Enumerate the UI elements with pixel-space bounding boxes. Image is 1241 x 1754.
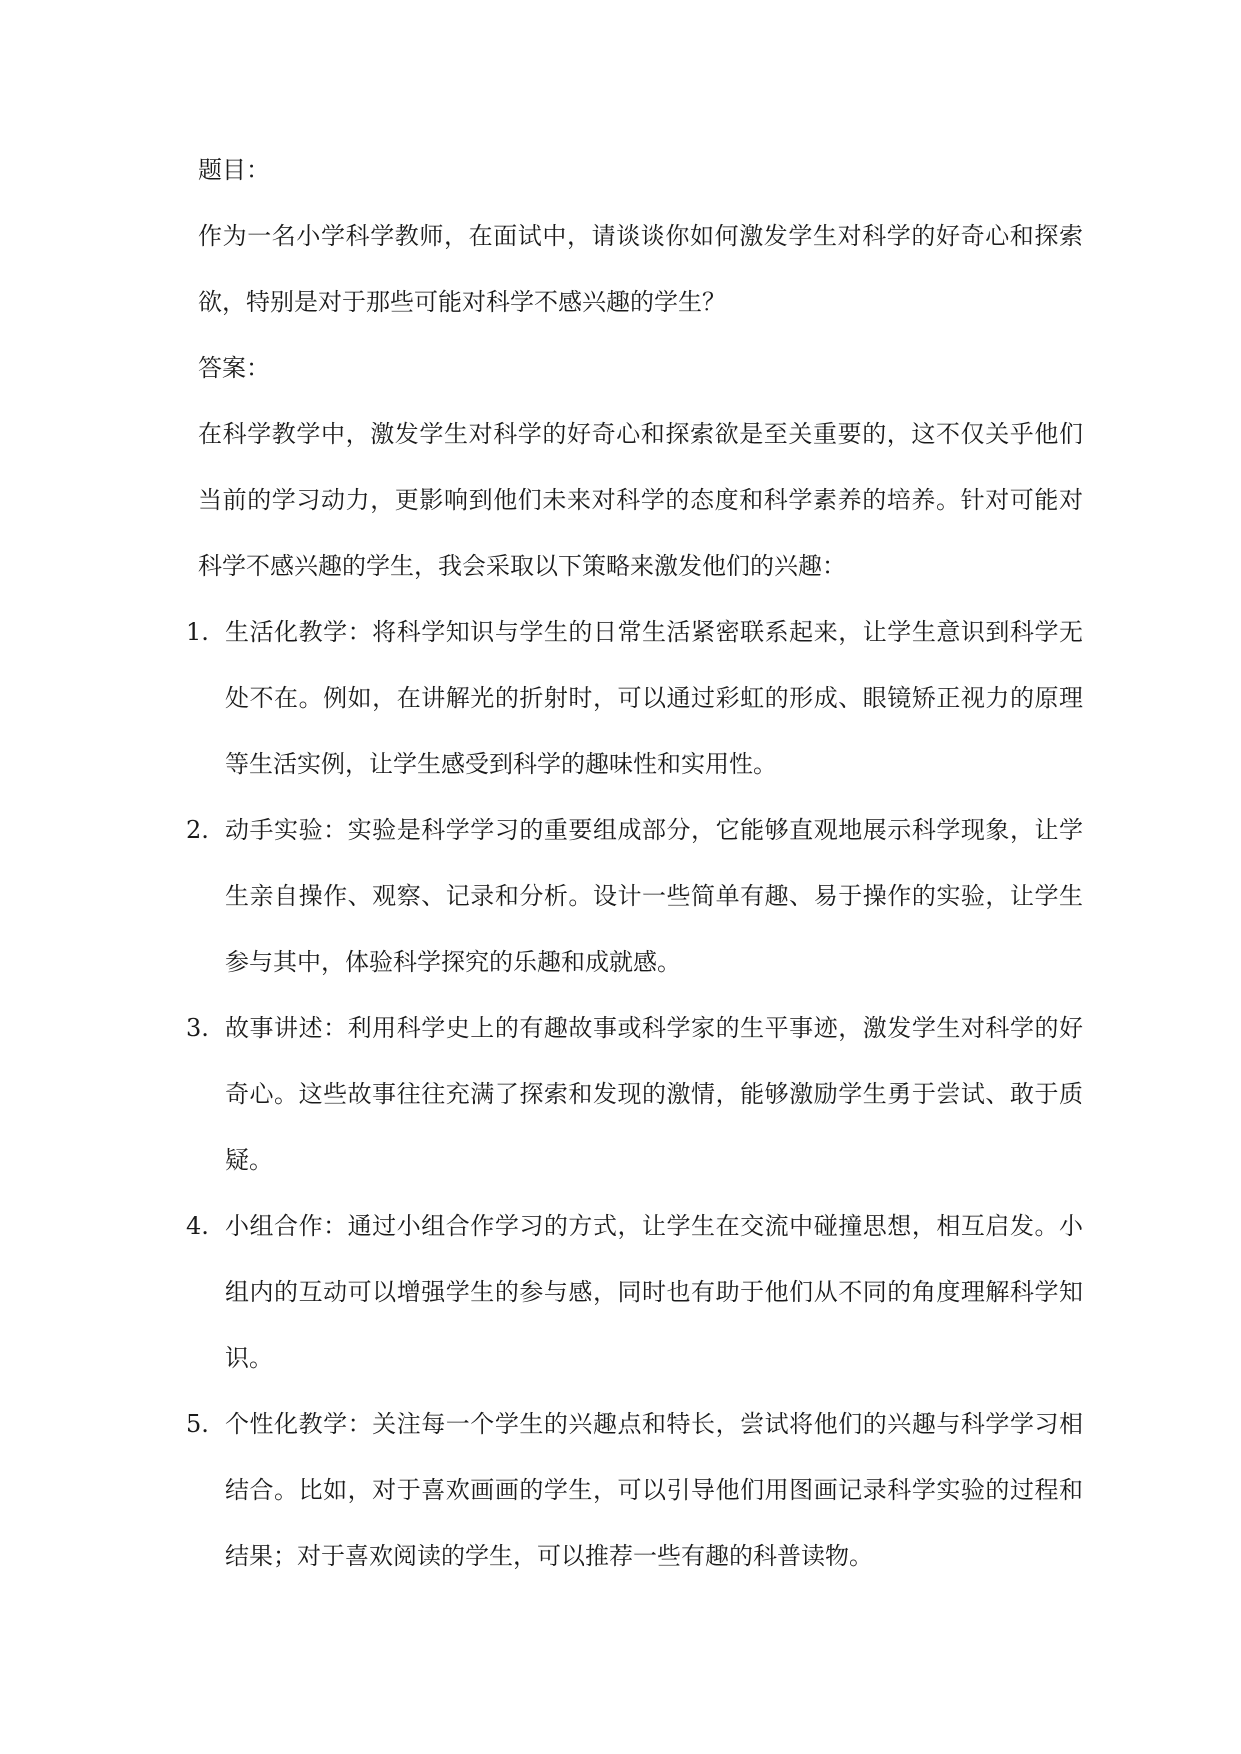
list-item-number: 4. (186, 1212, 209, 1240)
list-item-text: 小组合作：通过小组合作学习的方式，让学生在交流中碰撞思想，相互启发。小组内的互动可以增强学生的参与感，同时也有助于他们从不同的角度理解科学知识。 (225, 1212, 1083, 1372)
list-item-number: 3. (186, 1014, 209, 1042)
list-item (186, 599, 1083, 797)
list-item-text: 动手实验：实验是科学学习的重要组成部分，它能够直观地展示科学现象，让学生亲自操作、观察、记录和分析。设计一些简单有趣、易于操作的实验，让学生参与其中，体验科学探究的乐趣和成就感。 (225, 816, 1083, 976)
answer-label: 答案： (198, 354, 270, 382)
question-label: 题目： (198, 156, 270, 184)
list-item-number: 1. (186, 618, 209, 646)
list-item-number: 2. (186, 816, 209, 844)
document-body (186, 137, 1083, 1589)
list-item-text: 个性化教学：关注每一个学生的兴趣点和特长，尝试将他们的兴趣与科学学习相结合。比如，对于喜欢画画的学生，可以引导他们用图画记录科学实验的过程和结果；对于喜欢阅读的学生，可以推荐一些有趣的科普读物。 (225, 1410, 1083, 1570)
answer-intro: 在科学教学中，激发学生对科学的好奇心和探索欲是至关重要的，这不仅关乎他们当前的学习动力，更影响到他们未来对科学的态度和科学素养的培养。针对可能对科学不感兴趣的学生，我会采取以下策略来激发他们的兴趣： (198, 420, 1083, 580)
strategy-list (186, 599, 1083, 1589)
list-item (186, 1391, 1083, 1589)
list-item-number: 5. (186, 1410, 209, 1438)
list-item (186, 995, 1083, 1193)
question-text: 作为一名小学科学教师，在面试中，请谈谈你如何激发学生对科学的好奇心和探索欲，特别是对于那些可能对科学不感兴趣的学生？ (198, 222, 1083, 316)
list-item (186, 1193, 1083, 1391)
list-item-text: 生活化教学：将科学知识与学生的日常生活紧密联系起来，让学生意识到科学无处不在。例如，在讲解光的折射时，可以通过彩虹的形成、眼镜矫正视力的原理等生活实例，让学生感受到科学的趣味性和实用性。 (225, 618, 1083, 778)
list-item (186, 797, 1083, 995)
list-item-text: 故事讲述：利用科学史上的有趣故事或科学家的生平事迹，激发学生对科学的好奇心。这些故事往往充满了探索和发现的激情，能够激励学生勇于尝试、敢于质疑。 (225, 1014, 1083, 1174)
